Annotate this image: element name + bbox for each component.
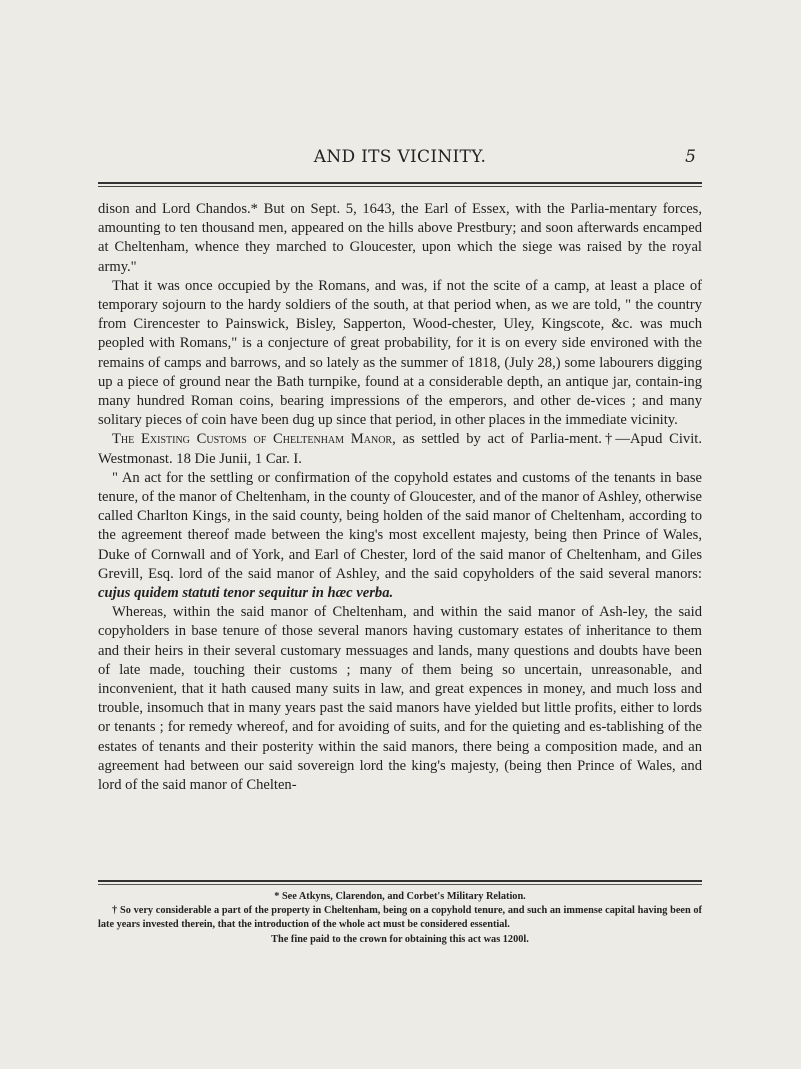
footnote-fine: The fine paid to the crown for obtaining this act was 1200l.: [271, 933, 529, 945]
footnote-rule-thin: [98, 884, 702, 885]
customs-heading-paragraph: [98, 430, 702, 468]
act-paragraph: [98, 469, 702, 603]
footnotes: [98, 890, 702, 947]
customs-heading: The Existing Customs of Cheltenham Manor,: [112, 431, 396, 448]
act-latin: cujus quidem statuti tenor sequitur in hæc verba.: [98, 585, 394, 602]
body-text: [98, 200, 702, 795]
footnote-asterisk: * See Atkyns, Clarendon, and Corbet's Military Relation.: [274, 891, 526, 902]
paragraph-romans: That it was once occupied by the Romans, and was, if not the scite of a camp, at least a place of temporary sojourn to the hardy soldiers of the south, at that period when, as we are told, " the country from Cirencester to Painswick, Bisley, Sapperton, Wood-chester, Uley, Kingscote, &c. was much peopled with Romans," is a conjecture of great probability, for it is on every side environed with the remains of camps and barrows, and so lately as the summer of 1818, (July 28,) some labourers digging up a piece of ground near the Bath turnpike, found at a considerable depth, an antique jar, contain-ing many hundred Roman coins, bearing impressions of the emperors, and other de-vices ; and many solitary pieces of coin have been dug up since that period, in other places in the immediate vicinity.: [98, 277, 702, 429]
page-number: 5: [685, 147, 696, 167]
footnote-rule-thick: [98, 880, 702, 882]
header-rule-thin: [98, 186, 702, 187]
paragraph-essex: dison and Lord Chandos.* But on Sept. 5, 1643, the Earl of Essex, with the Parlia-mentary forces, amounting to ten thousand men, appeared on the hills above Prestbury; and soon afterwards encamped at Cheltenham, whence they marched to Gloucester, upon which the siege was raised by the royal army.": [98, 201, 702, 275]
customs-heading-rest: as settled by act of Parlia-ment.†—Apud Civit. Westmonast. 18 Die Junii, 1 Car. I.: [98, 431, 702, 467]
running-head: [98, 147, 702, 171]
whereas-paragraph: Whereas, within the said manor of Cheltenham, and within the said manor of Ash-ley, the said copyholders in base tenure of those several manors having customary estates of inheritance to them and their heirs in their several customary messuages and lands, many questions and doubts have been of late made, touching their customs ; many of them being so uncertain, unreasonable, and inconvenient, that it hath caused many suits in law, and great expences in money, and much loss and trouble, insomuch that in many years past the said manors have yielded but little profits, either to lords or tenants ; for remedy whereof, and for avoiding of suits, and for the quieting and es-tablishing of the estates of tenants and their posterity within the said manors, there being a composition made, and an agreement had between our said sovereign lord the king's majesty, (being then Prince of Wales, and lord of the said manor of Chelten-: [98, 604, 702, 794]
act-text: " An act for the settling or confirmation of the copyhold estates and customs of the tenants in base tenure, of the manor of Cheltenham, in the county of Gloucester, and of the manor of Ashley, otherwise called Charlton Kings, in the said county, being holden of the said manor of Cheltenham, according to the agreement thereof made between the king's most excellent majesty, being then Prince of Wales, Duke of Cornwall and of York, and Earl of Chester, lord of the said manor of Cheltenham, and Giles Grevill, Esq. lord of the said manor of Ashley, and the said copyholders of the said several manors:: [98, 469, 702, 582]
running-head-title: AND ITS VICINITY.: [313, 147, 487, 167]
header-rule-thick: [98, 182, 702, 184]
footnote-dagger: † So very considerable a part of the property in Cheltenham, being on a copyhold tenure, and such an immense capital having been of late years invested therein, that the introduction of the whole act must be considered essential.: [98, 905, 702, 931]
